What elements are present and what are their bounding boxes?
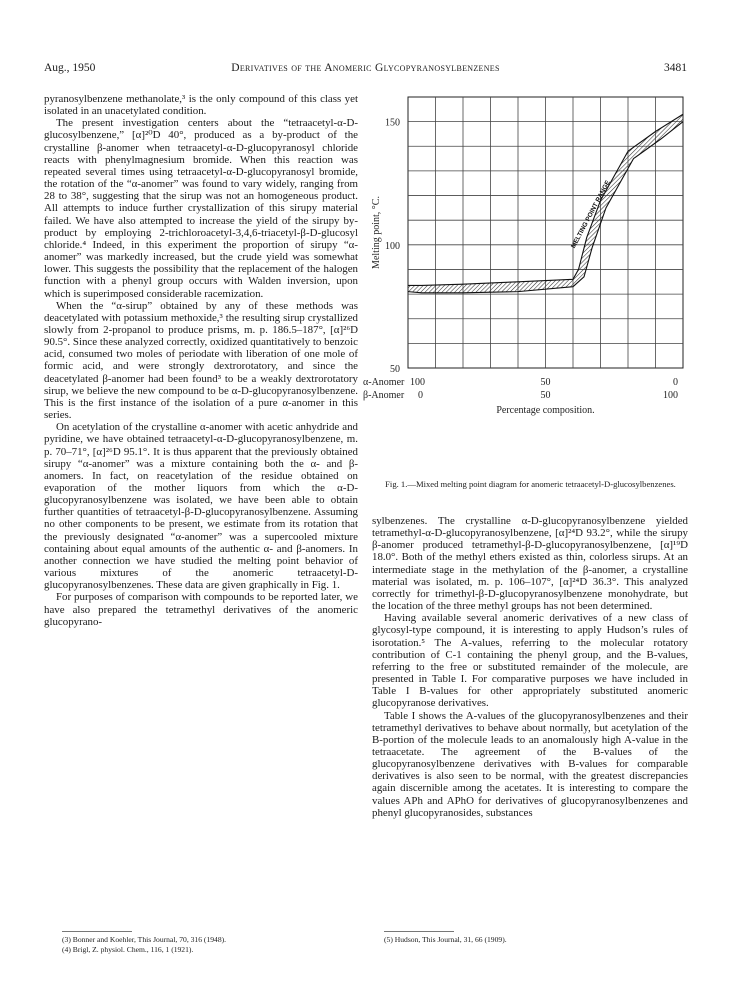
left-column — [44, 93, 358, 628]
figure-1 — [363, 95, 693, 505]
beta-tick-label: 100 — [663, 390, 678, 401]
footnote: (3) Bonner and Koehler, This Journal, 70, 316 (1948). — [62, 935, 227, 944]
running-header — [44, 62, 687, 78]
alpha-tick-label: 100 — [410, 377, 425, 388]
paragraph: pyranosylbenzene methanolate,³ is the only compound of this class yet isolated in an unacetylated condition. — [44, 93, 358, 118]
footnote-rule — [62, 931, 132, 932]
paragraph: sylbenzenes. The crystalline α-D-glucopyranosylbenzene yielded tetramethyl-α-D-glucopyranosylbenzene, [α]²⁴D 93.2°, while the sirupy β-anomer produced tetramethyl-β-D-glucopyranosylbenzene, [α]¹⁹D 18.0°. Both of the methyl ethers existed as thin, colorless sirups. At an intermediate stage in the methylation of the β-anomer, a crystalline material was isolated, m. p. 106–107°, [α]²⁴D 36.3°. This analyzed correctly for trimethyl-β-D-glucopyranosylbenzene monohydrate, but the location of the three methyl groups has not been determined. — [372, 515, 688, 613]
footnotes-left — [62, 935, 358, 955]
right-column — [372, 515, 688, 819]
melting-point-chart — [363, 95, 693, 505]
paragraph: When the “α-sirup” obtained by any of these methods was deacetylated with potassium methoxide,³ the resulting sirup crystallized slowly from 2-propanol to produce prisms, m. p. 186.5–187°, [α]²⁶D 90.5°. Since these analyzed correctly, oxidized quantitatively to benzoic acid, consumed two moles of periodate with liberation of one mole of formic acid, and were strongly dextrorotatory, and since the deacetylated β-anomer had been found³ to be a weakly dextrorotatory sirup, we believe the new compound to be α-D-glucopyranosylbenzene. This is the first instance of the isolation of a pure α-anomer in this series. — [44, 299, 358, 422]
y-tick-label: 150 — [385, 117, 400, 129]
header-title: Derivatives of the Anomeric Glycopyranosylbenzenes — [231, 62, 500, 74]
header-page-number: 3481 — [664, 62, 687, 74]
figure-caption: Fig. 1.—Mixed melting point diagram for anomeric tetraacetyl-D-glucosylbenzenes. — [385, 479, 676, 489]
y-tick-label: 50 — [390, 364, 400, 375]
alpha-tick-label: 50 — [540, 377, 551, 388]
alpha-row-label: α-Anomer — [363, 377, 405, 388]
beta-row-label: β-Anomer — [363, 390, 405, 401]
beta-tick-label: 50 — [540, 390, 551, 401]
alpha-tick-label: 0 — [673, 377, 678, 388]
paragraph: Table I shows the A-values of the glucopyranosylbenzenes and their tetramethyl derivatives to behave about normally, but acetylation of the B-portion of the molecule leads to an anomalously high A-value in the tetraacetate. The agreement of the B-values of the glucopyranosylbenzene derivatives with B-values for comparable derivatives is also seen to be normal, with the greatest discrepancies again discernible among the acetates. It is interesting to compare the values APh and APhO for derivatives of glucopyranosylbenzenes and phenyl glucopyranosides, substances — [372, 709, 688, 819]
header-date: Aug., 1950 — [44, 62, 96, 74]
paragraph: For purposes of comparison with compounds to be reported later, we have also prepared the tetramethyl derivatives of the anomeric glucopyrano- — [44, 591, 358, 628]
y-tick-label: 100 — [385, 240, 400, 252]
footnote: (4) Brigl, Z. physiol. Chem., 116, 1 (1921). — [62, 945, 194, 954]
paragraph: Having available several anomeric derivatives of a new class of glycosyl-type compound, it is interesting to apply Hudson’s rules of isorotation.⁵ The A-values, referring to the molecular rotatory contribution of C-1 containing the phenyl group, and the B-values, referring to the free or substituted remainder of the molecule, are presented in Table I. For comparative purposes we have included in Table I B-values for other appropriately substituted anomeric glucopyranose derivatives. — [372, 612, 688, 710]
beta-tick-label: 0 — [418, 390, 423, 401]
paragraph: On acetylation of the crystalline α-anomer with acetic anhydride and pyridine, we have obtained tetraacetyl-α-D-glucopyranosylbenzene, m. p. 70–71°, [α]²⁶D 95.1°. It is thus apparent that the previously obtained sirupy “α-anomer” was a mixture containing both the α- and β-anomers. In fact, on reacetylation of the residue obtained on evaporation of the mother liquors from which the α-D-glucopyranosylbenzene was isolated, we have been able to obtain further quantities of tetraacetyl-β-D-glucopyranosylbenzene. Assuming no other components to be present, we estimate from its rotation that the previously designated “α-anomer” was a supercooled mixture containing about equal amounts of the authentic α- and β-anomers. In another connection we have studied the melting point behavior of various mixtures of the anomeric tetraacetyl-D-glucopyranosylbenzenes. These data are given graphically in Fig. 1. — [44, 421, 358, 592]
band-label: MELTING POINT RANGE — [570, 179, 612, 250]
footnote: (5) Hudson, This Journal, 31, 66 (1909). — [384, 935, 507, 944]
footnotes-right — [384, 935, 688, 945]
y-axis-label: Melting point, °C. — [371, 196, 382, 269]
x-axis-label: Percentage composition. — [496, 405, 595, 416]
paragraph: The present investigation centers about the “tetraacetyl-α-D-glucosylbenzene,” [α]²⁰D 40°, produced as a by-product of the crystalline β-anomer when tetraacetyl-α-D-glucopyranosyl chloride reacts with phenylmagnesium bromide. When this reaction was repeated several times using tetraacetyl-α-D-glucopyranosyl bromide, the rotation of the “α-anomer” was found to vary widely, ranging from 28 to 38°, suggesting that the sirup was not an homogeneous product. All attempts to induce further crystallization of this sirupy material failed. We have also attempted to increase the yield of the sirupy by-product by employing 2-trichloroacetyl-3,4,6-triacetyl-β-D-glucosyl chloride.⁴ Indeed, in this experiment the proportion of sirupy “α-anomer” was markedly increased, but the crude yield was somewhat lower. This suggests the possibility that the replacement of the halogen function with a phenyl group occurs with Walden inversion, upon which is superimposed considerable racemization. — [44, 117, 358, 300]
footnote-rule — [384, 931, 454, 932]
